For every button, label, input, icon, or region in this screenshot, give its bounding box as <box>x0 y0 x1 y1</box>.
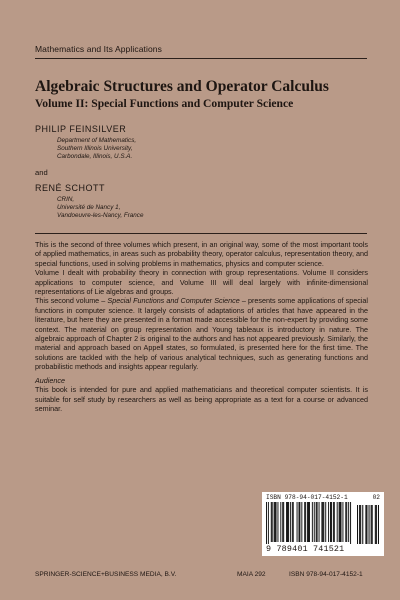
author-2-name: RENÉ SCHOTT <box>35 183 106 193</box>
footer-series-code: MAIA 292 <box>237 571 266 578</box>
blurb-p3-body: – presents some applications of special functions in computer science. It largely consists of adaptations of articles that have appeared in the literature, but here they are presented in a format made accessible for the non-expert by providing some context. The material on group representation and Young tableaux is introductory in nature. The algebraic approach of Chapter 2 is original to the authors and has not appeared previously. Similarly, the material and approach based on Appell states, so formulated, is presented here for the first time. The solutions are tackled with the help of various analytical techniques, such as generating functions and probabilistic methods and insights appear regularly. <box>35 296 368 372</box>
author-1-affiliation-line: Carbondale, Illinois, U.S.A. <box>57 153 133 161</box>
blurb-paragraph-3 <box>35 296 368 371</box>
barcode-addon-text: 02 <box>372 494 380 501</box>
author-2-affiliation-line: CRIN, <box>57 196 75 203</box>
book-title: Algebraic Structures and Operator Calculus <box>35 78 329 95</box>
barcode-box <box>262 492 384 556</box>
and-text: and <box>35 168 48 177</box>
author-2-affiliation <box>57 196 143 221</box>
bottom-rule <box>35 233 367 234</box>
blurb-p3-intro: This second volume – <box>35 296 108 306</box>
audience-text: This book is intended for pure and applied mathematicians and theoretical computer scientists. It is suitable for self study by researchers as well as being appropriate as a text for a course or advanced seminar. <box>35 385 368 413</box>
author-1-affiliation-line: Southern Illinois University, <box>57 145 133 153</box>
author-2-affiliation-line: Vandoeuvre-les-Nancy, France <box>57 212 144 220</box>
author-1-affiliation <box>57 137 136 162</box>
series-name: Mathematics and Its Applications <box>35 44 162 54</box>
barcode-bars <box>266 502 380 544</box>
barcode-number: 9 789401 741521 <box>266 544 345 554</box>
blurb-paragraph-2: Volume I dealt with probability theory in connection with group representations. Volume II considers applications to computer science, and Volume III will deal largely with infinite-dimensional representations of Lie algebras and groups. <box>35 268 368 297</box>
book-subtitle: Volume II: Special Functions and Computer Science <box>35 97 294 110</box>
footer-publisher: SPRINGER-SCIENCE+BUSINESS MEDIA, B.V. <box>35 571 177 578</box>
blurb <box>35 240 368 413</box>
top-rule <box>35 58 367 59</box>
author-1-affiliation-line: Department of Mathematics, <box>57 137 137 144</box>
author-1-name: PHILIP FEINSILVER <box>35 124 127 134</box>
audience-heading: Audience <box>35 375 65 385</box>
footer-isbn: ISBN 978-94-017-4152-1 <box>289 571 363 578</box>
barcode-isbn-text: ISBN 978-94-017-4152-1 <box>266 494 348 501</box>
blurb-paragraph-1: This is the second of three volumes which present, in an original way, some of the most important tools of applied mathematics, in areas such as probability theory, operator calculus, representation theory, and special functions, used in solving problems in mathematics, physics and computer science. <box>35 240 368 268</box>
barcode-isbn-label <box>266 494 380 501</box>
author-2-affiliation-line: Université de Nancy 1, <box>57 204 121 212</box>
blurb-p3-volume-title: Special Functions and Computer Science <box>107 296 240 306</box>
